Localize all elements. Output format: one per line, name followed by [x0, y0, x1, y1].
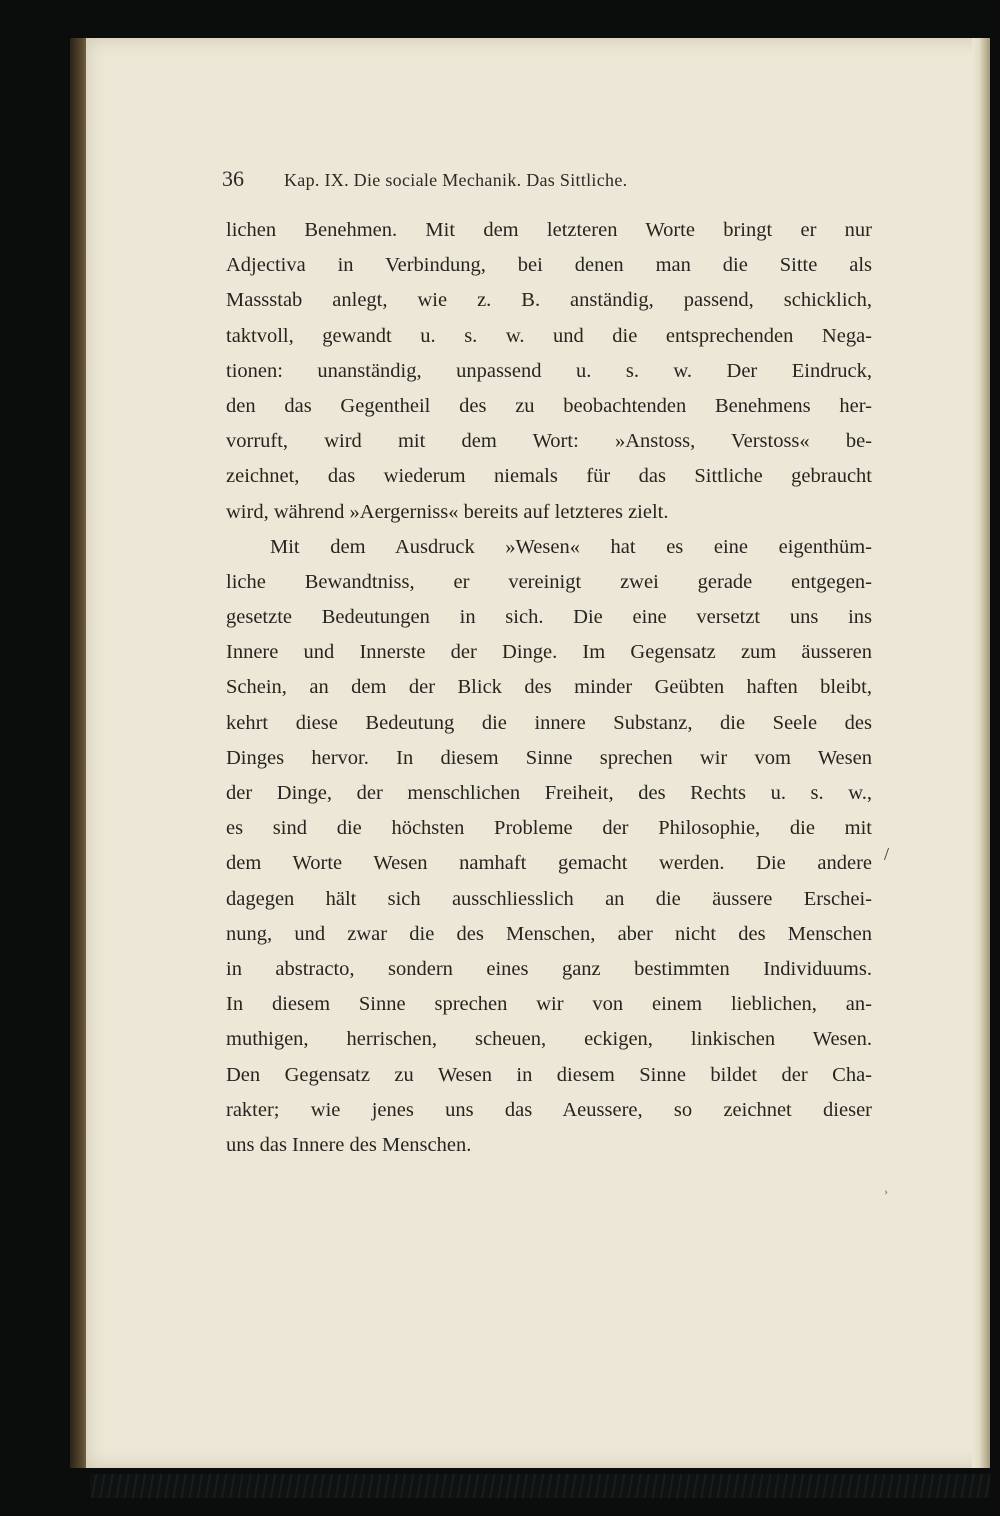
running-head [222, 166, 872, 192]
margin-pencil-mark: / [884, 844, 890, 864]
text-line: den das Gegentheil des zu beobachtenden Benehmens her- [226, 394, 872, 417]
text-line: Innere und Innerste der Dinge. Im Gegensatz zum äusseren [226, 641, 872, 664]
page-edge [972, 38, 990, 1468]
text-line: vorruft, wird mit dem Wort: »Anstoss, Verstoss« be- [226, 430, 872, 453]
paragraph-2 [226, 530, 872, 1163]
running-title: Kap. IX. Die sociale Mechanik. Das Sittliche. [284, 170, 628, 190]
text-line: Den Gegensatz zu Wesen in diesem Sinne bildet der Cha- [226, 1063, 872, 1086]
text-line: Mit dem Ausdruck »Wesen« hat es eine eigenthüm- [270, 535, 872, 558]
text-line: nung, und zwar die des Menschen, aber nicht des Menschen [226, 922, 872, 945]
text-line: der Dinge, der menschlichen Freiheit, des Rechts u. s. w., [226, 782, 872, 804]
margin-arrow-mark: › [884, 1184, 888, 1198]
text-line: Massstab anlegt, wie z. B. anständig, passend, schicklich, [226, 289, 872, 312]
text-line: dagegen hält sich ausschliesslich an die äussere Erschei- [226, 887, 872, 910]
scanner-bottom-strip [90, 1474, 990, 1498]
text-line: zeichnet, das wiederum niemals für das Sittliche gebraucht [226, 465, 872, 488]
text-line: muthigen, herrischen, scheuen, eckigen, linkischen Wesen. [226, 1028, 872, 1051]
text-line: liche Bewandtniss, er vereinigt zwei gerade entgegen- [226, 570, 872, 593]
text-line: uns das Innere des Menschen. [226, 1133, 472, 1156]
body-text [226, 213, 872, 1163]
page-number: 36 [222, 166, 244, 191]
text-line: kehrt diese Bedeutung die innere Substanz, die Seele des [226, 711, 872, 734]
text-line: in abstracto, sondern eines ganz bestimmten Individuums. [226, 957, 872, 980]
text-line: dem Worte Wesen namhaft gemacht werden. Die andere [226, 852, 872, 875]
text-line: In diesem Sinne sprechen wir von einem lieblichen, an- [226, 993, 872, 1016]
text-line: es sind die höchsten Probleme der Philosophie, die mit [226, 817, 872, 840]
text-line: Dinges hervor. In diesem Sinne sprechen wir vom Wesen [226, 746, 872, 769]
text-line: gesetzte Bedeutungen in sich. Die eine versetzt uns ins [226, 606, 872, 629]
paragraph-1 [226, 213, 872, 530]
text-line: rakter; wie jenes uns das Aeussere, so zeichnet dieser [226, 1098, 872, 1121]
text-line: tionen: unanständig, unpassend u. s. w. Der Eindruck, [226, 359, 872, 382]
text-line: Schein, an dem der Blick des minder Geübten haften bleibt, [226, 676, 872, 699]
text-line: lichen Benehmen. Mit dem letzteren Worte bringt er nur [226, 219, 872, 241]
text-line: Adjectiva in Verbindung, bei denen man die Sitte als [226, 254, 872, 277]
text-line: wird, während »Aergerniss« bereits auf letzteres zielt. [226, 500, 669, 523]
text-line: taktvoll, gewandt u. s. w. und die entsprechenden Nega- [226, 324, 872, 347]
